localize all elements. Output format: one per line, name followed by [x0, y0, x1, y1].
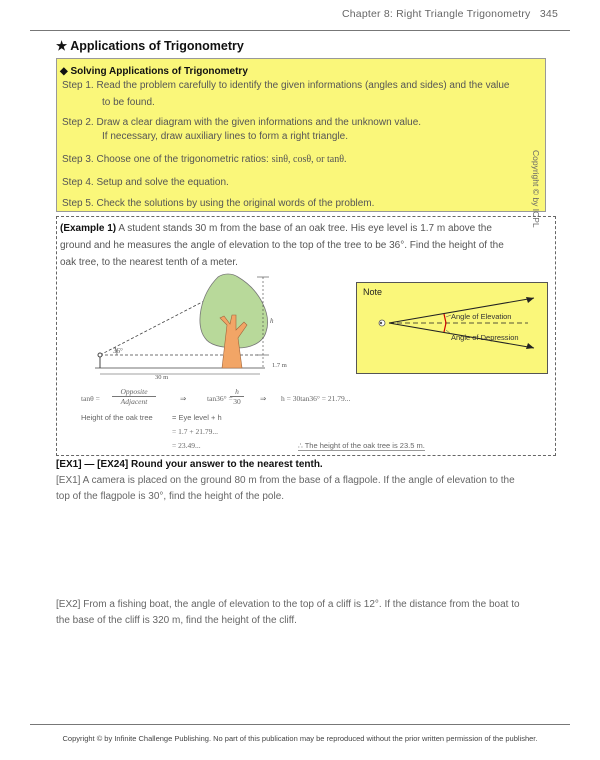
height-eq-1: = Eye level + h [172, 413, 222, 422]
frac2-den: 30 [233, 397, 241, 406]
example-line-2: ground and he measures the angle of elevation to the top of the tree to be 36°. Find the height of the [60, 240, 504, 251]
elevation-label: Angle of Elevation [451, 312, 512, 321]
step-2-cont: If necessary, draw auxiliary lines to form a right triangle. [102, 131, 349, 142]
ex1-line-1: [EX1] A camera is placed on the ground 80 m from the base of a flagpole. If the angle of elevation to the [56, 475, 515, 486]
footer-rule [30, 724, 570, 725]
work-tan-def: tanθ = [81, 394, 100, 403]
frac2 [230, 387, 244, 406]
eye-point [98, 353, 102, 357]
frac1-den: Adjacent [120, 397, 148, 406]
step-3-text: Step 3. Choose one of the trigonometric ratios: [62, 154, 269, 165]
step-3 [62, 154, 347, 165]
ex2-line-2: the base of the cliff is 320 m, find the height of the cliff. [56, 615, 297, 626]
step-4: Step 4. Setup and solve the equation. [62, 177, 229, 188]
height-eq-2: = 1.7 + 21.79... [172, 427, 218, 436]
note-title: Note [363, 287, 383, 297]
step-5: Step 5. Check the solutions by using the original words of the problem. [62, 198, 375, 209]
arrow-2: ⇒ [260, 394, 267, 403]
height-label: h [270, 317, 274, 325]
step-1: Step 1. Read the problem carefully to identify the given informations (angles and sides) and the value [62, 80, 510, 91]
base-label: 30 m [155, 374, 169, 381]
chapter-title: Chapter 8: Right Triangle Trigonometry [341, 8, 531, 20]
work-tan36: tan36° = [207, 394, 233, 403]
height-eq-3: = 23.49... [172, 441, 201, 450]
work-solve-h: h = 30tan36° = 21.79... [281, 394, 351, 403]
conclusion: ∴ The height of the oak tree is 23.5 m. [298, 441, 425, 450]
exercises-heading: [EX1] — [EX24] Round your answer to the nearest tenth. [56, 459, 323, 470]
depression-label: Angle of Depression [451, 333, 519, 342]
page-header [342, 8, 558, 20]
header-rule [30, 30, 570, 31]
eye-pupil [380, 322, 382, 324]
depression-arc [444, 323, 446, 332]
ex1-line-2: top of the flagpole is 30°, find the height of the pole. [56, 491, 285, 502]
page-number: 345 [539, 8, 558, 20]
elevation-arrowhead [526, 297, 534, 303]
step-2: Step 2. Draw a clear diagram with the given informations and the unknown value. [62, 117, 422, 128]
example-label: (Example 1) [60, 223, 117, 234]
eye-level-label: 1.7 m [272, 362, 287, 369]
star-icon: ★ [56, 39, 68, 53]
procedure-box-title: ◆ Solving Applications of Trigonometry [60, 66, 248, 77]
elevation-arc [444, 314, 446, 323]
footer-copyright: Copyright © by Infinite Challenge Publishing. No part of this publication may be reproduced without the prior written permission of the publisher. [62, 734, 538, 743]
frac1 [112, 387, 156, 406]
example-text-1: A student stands 30 m from the base of an oak tree. His eye level is 1.7 m above the [118, 223, 492, 234]
example-line-3: oak tree, to the nearest tenth of a meter. [60, 257, 238, 268]
tree-diagram [60, 270, 330, 382]
step-3-ratios: sinθ, cosθ, or tanθ. [271, 154, 347, 165]
height-label: Height of the oak tree [81, 413, 153, 422]
frac2-num: h [230, 387, 244, 397]
ex2-line-1: [EX2] From a fishing boat, the angle of elevation to the top of a cliff is 12°. If the distance from the boat to [56, 599, 520, 610]
frac1-num: Opposite [112, 387, 156, 397]
example-line-1 [60, 223, 492, 234]
step-1-cont: to be found. [102, 97, 155, 108]
angle-label: 36° [113, 347, 123, 355]
section-title [56, 38, 244, 53]
note-diagram [356, 282, 546, 372]
section-title-text: Applications of Trigonometry [70, 39, 244, 53]
arrow-1: ⇒ [180, 394, 187, 403]
depression-arrowhead [526, 343, 534, 349]
side-copyright: Copyright © by ICPL [531, 150, 541, 228]
